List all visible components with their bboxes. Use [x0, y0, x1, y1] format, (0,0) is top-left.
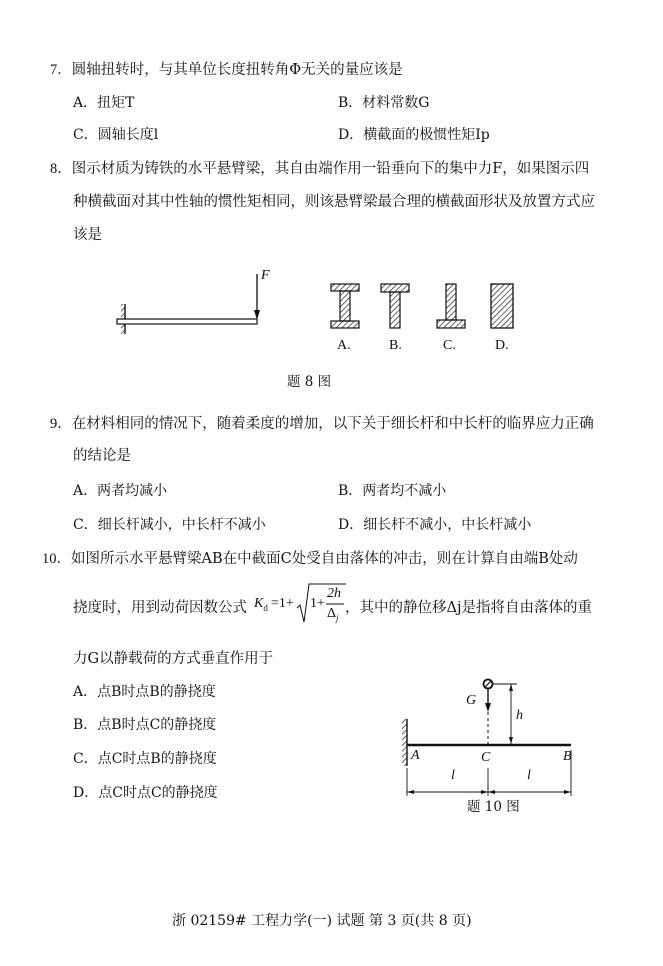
q9-number: 9． — [50, 416, 72, 432]
q7-stem-text: 圆轴扭转时，与其单位长度扭转角Φ无关的量应该是 — [71, 62, 403, 78]
q8-section-d — [491, 284, 513, 328]
q9-option-d: D．细长杆不减小，中长杆减小 — [338, 517, 532, 533]
q10-formula: $K_d$ =1+ 1+ 2h $\Delta_j$ — [254, 582, 344, 626]
q9-option-b: B．两者均不减小 — [338, 483, 447, 499]
q10-span-left-label: l — [451, 768, 455, 783]
q10-option-b: B．点B时点C的静挠度 — [73, 717, 217, 733]
q9-option-c: C．细长杆减小，中长杆不减小 — [73, 517, 266, 533]
q9-option-a: A．两者均减小 — [73, 483, 168, 499]
q8-section-label-b: B. — [389, 338, 402, 353]
q10-weight-label: G — [466, 693, 477, 708]
q10-stem-line-2-after: ，其中的静位移Δj是指将自由落体的重 — [345, 600, 592, 616]
q8-stem-line-2: 种横截面对其中性轴的惯性矩相同，则该悬臂梁最合理的横截面形状及放置方式应 — [73, 194, 595, 210]
q8-section-c — [437, 284, 465, 328]
page-footer: 浙 02159# 工程力学(一) 试题 第 3 页(共 8 页) — [172, 913, 472, 929]
q10-wall-support — [402, 719, 407, 766]
q10-point-a-label: A — [411, 748, 420, 763]
q8-cantilever-beam — [117, 319, 257, 324]
q8-section-a — [331, 284, 359, 328]
q10-stem-line-3: 力G以静载荷的方式垂直作用于 — [73, 651, 274, 667]
q7-number: 7． — [50, 62, 72, 78]
q8-section-label-d: D. — [495, 338, 509, 353]
q8-stem-line-1: 8．图示材质为铸铁的水平悬臂梁，其自由端作用一铅垂向下的集中力F，如果图示四 — [50, 161, 590, 177]
q10-stem-line-2-before: 挠度时，用到动荷因数公式 — [73, 600, 247, 616]
q9-stem-line-1: 9．在材料相同的情况下，随着柔度的增加，以下关于细长杆和中长杆的临界应力正确 — [50, 416, 594, 432]
q8-section-b — [381, 284, 409, 328]
q7-option-a: A．扭矩T — [73, 95, 135, 111]
q7-option-c: C．圆轴长度l — [73, 127, 159, 143]
q8-number: 8． — [50, 161, 72, 177]
q8-force-label: F — [261, 268, 270, 283]
q10-point-b-label: B — [563, 749, 572, 764]
q10-option-a: A．点B时点B的静挠度 — [73, 684, 216, 700]
q10-span-right-label: l — [527, 768, 531, 783]
q10-figure — [0, 672, 663, 812]
q8-section-label-c: C. — [443, 338, 456, 353]
q10-option-c: C．点C时点B的静挠度 — [73, 751, 217, 767]
q8-figure-caption: 题 8 图 — [287, 374, 332, 390]
q8-stem-line-3: 该是 — [73, 227, 102, 243]
q9-stem-line-2: 的结论是 — [73, 448, 131, 464]
q7-option-b: B．材料常数G — [338, 95, 430, 111]
q10-stem-line-1: 10．如图所示水平悬臂梁AB在中截面C处受自由落体的冲击，则在计算自由端B处动 — [42, 551, 578, 567]
q8-section-label-a: A. — [337, 338, 351, 353]
q10-number: 10． — [42, 551, 71, 567]
q10-option-d: D．点C时点C的静挠度 — [73, 785, 218, 801]
q7-option-d: D．横截面的极惯性矩Ip — [338, 127, 490, 143]
q10-point-c-label: C — [481, 750, 491, 765]
q10-height-label: h — [516, 708, 523, 723]
q10-figure-caption: 题 10 图 — [467, 799, 520, 815]
q8-figure — [0, 262, 663, 382]
q7-stem — [50, 58, 403, 79]
